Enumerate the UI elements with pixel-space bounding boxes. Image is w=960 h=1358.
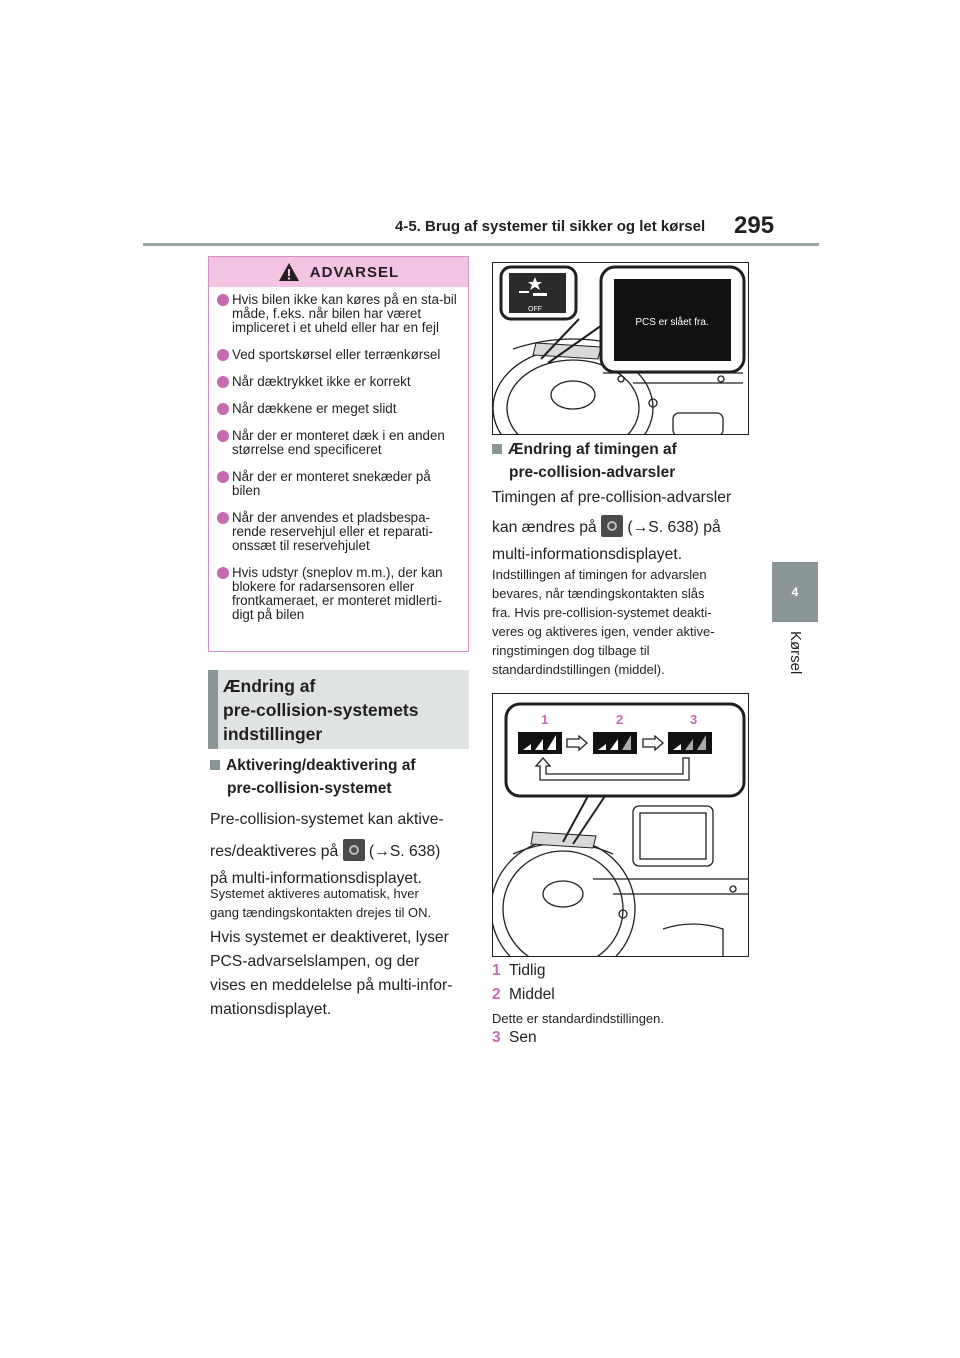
timing-heading: Ændring af timingen af pre-collision-advarsler	[492, 438, 677, 484]
warning-item: Når der er monteret snekæder på bilen	[217, 470, 460, 498]
section-heading	[208, 670, 469, 749]
bullet-icon	[217, 567, 229, 579]
bullet-icon	[217, 512, 229, 524]
chapter-tab: 4	[772, 562, 818, 622]
warning-box	[208, 256, 469, 652]
activation-heading: Aktivering/deaktivering af pre-collision-systemet	[210, 754, 416, 800]
page-number: 295	[734, 212, 775, 239]
warning-item: Hvis bilen ikke kan køres på en sta-bil måde, f.eks. når bilen har været impliceret i et uheld eller har en fejl	[217, 293, 460, 335]
warning-list	[209, 287, 468, 622]
timing-figure	[492, 693, 749, 957]
settings-note: Dette er standardindstillingen.	[492, 1011, 664, 1026]
timing-label: 2	[616, 712, 624, 727]
warning-item: Når der er monteret dæk i en anden størrelse end specificeret	[217, 429, 460, 457]
timing-level-icon	[593, 732, 637, 754]
pcs-display-text: PCS er slået fra.	[635, 317, 709, 328]
warning-item: Når der anvendes et pladsbespa-rende reservehjul eller et reparati-onssæt til reservehjulet	[217, 511, 460, 553]
bullet-icon	[217, 471, 229, 483]
activation-text: Pre-collision-systemet kan aktive- res/deaktiveres på (→S. 638) på multi-informationsdisplayet.	[210, 811, 444, 887]
bullet-icon	[217, 403, 229, 415]
warning-item: Hvis udstyr (sneplov m.m.), der kan blokere for radarsensoren eller frontkameraet, er monteret midlerti-digt på bilen	[217, 566, 460, 622]
warning-item: Når dækkene er meget slidt	[217, 402, 460, 416]
warning-title: ADVARSEL	[309, 263, 400, 281]
warning-item: Når dæktrykket ikke er korrekt	[217, 375, 460, 389]
activation-note: Systemet aktiveres automatisk, hver gang tændingskontakten drejes til ON.	[210, 886, 432, 920]
settings-item-early: 1 Tidlig	[492, 962, 546, 979]
warning-header	[209, 257, 468, 287]
timing-label: 1	[541, 712, 549, 727]
bullet-icon	[217, 294, 229, 306]
square-bullet-icon	[492, 444, 502, 454]
section-heading-line: indstillinger	[223, 724, 323, 744]
settings-gear-icon	[343, 839, 365, 861]
settings-item-middle: 2 Middel	[492, 986, 555, 1003]
header-rule	[143, 243, 819, 246]
warning-item: Ved sportskørsel eller terrænkørsel	[217, 348, 460, 362]
bullet-icon	[217, 376, 229, 388]
timing-text: Timingen af pre-collision-advarsler kan ændres på (→S. 638) på multi-informationsdisplayet.	[492, 489, 732, 563]
chapter-tab-label: Kørsel	[787, 631, 804, 675]
timing-illustration	[493, 694, 749, 957]
pcs-off-figure	[492, 262, 749, 435]
chapter-title: 4-5. Brug af systemer til sikker og let kørsel	[395, 218, 706, 235]
timing-level-icon	[518, 732, 562, 754]
activation-text-2: Hvis systemet er deaktiveret, lyser PCS-advarselslampen, og der vises en meddelelse på multi-infor- mationsdisplayet.	[210, 929, 453, 1018]
bullet-icon	[217, 349, 229, 361]
off-label: OFF	[528, 306, 542, 313]
dashboard-illustration	[493, 263, 749, 435]
warning-triangle-icon	[278, 262, 300, 282]
timing-level-icon	[668, 732, 712, 754]
settings-item-late: 3 Sen	[492, 1029, 537, 1046]
settings-gear-icon	[601, 515, 623, 537]
timing-label: 3	[690, 712, 698, 727]
square-bullet-icon	[210, 760, 220, 770]
timing-note: Indstillingen af timingen for advarslen bevares, når tændingskontakten slås fra. Hvis pre-collision-systemet deakti- veres og aktiveres igen, vender aktive- ringstimingen dog tilbage til standardindstillingen (middel).	[492, 567, 715, 677]
section-heading-line: pre-collision-systemets	[223, 700, 419, 720]
bullet-icon	[217, 430, 229, 442]
section-heading-line: Ændring af	[223, 676, 316, 696]
